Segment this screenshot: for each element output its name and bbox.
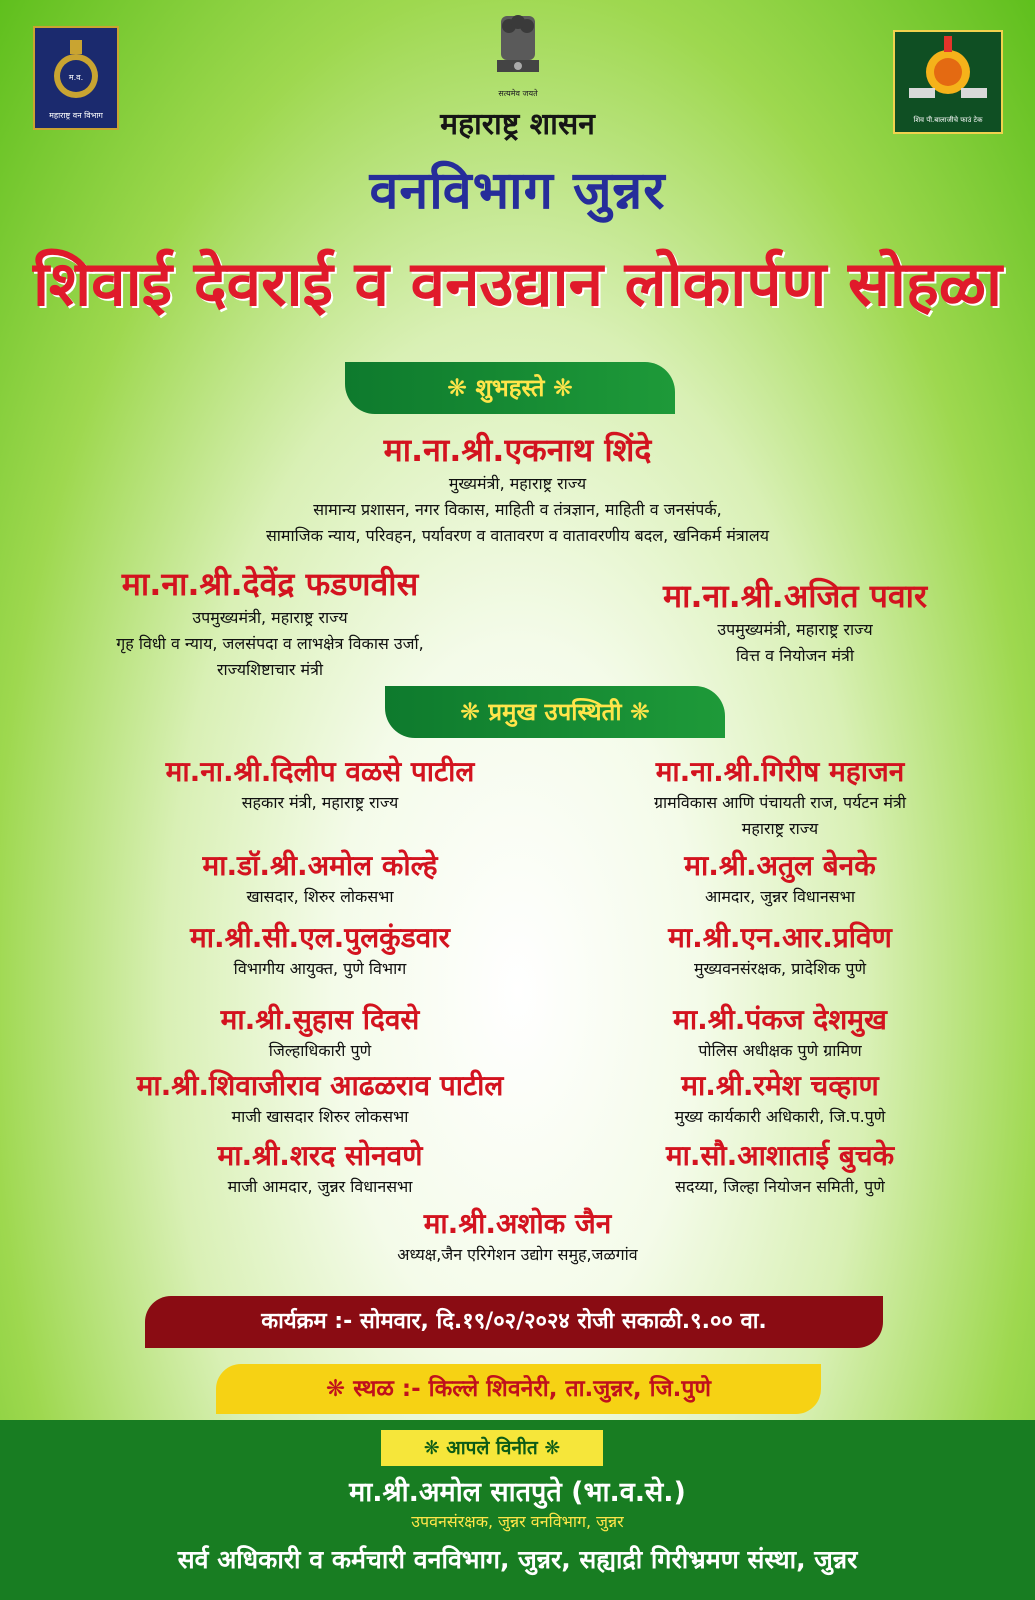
ashoka-lion-icon [487, 8, 549, 88]
guest-desc: माजी आमदार, जुन्नर विधानसभा [227, 1177, 413, 1196]
guest-desc: सहकार मंत्री, महाराष्ट्र राज्य [241, 793, 399, 812]
guest-name: मा.सौ.आशाताई बुचके [665, 1139, 895, 1172]
guest-item [100, 752, 540, 816]
guest-name: मा.श्री.शरद सोनवणे [217, 1139, 423, 1172]
deputy2-name: मा.ना.श्री.अजित पवार [662, 577, 928, 615]
guest-name: मा.श्री.अशोक जैन [423, 1207, 612, 1240]
deputy2-line1: उपमुख्यमंत्री, महाराष्ट्र राज्य [717, 620, 873, 639]
guest-name: मा.डॉ.श्री.अमोल कोल्हे [202, 849, 438, 882]
logo-mark: म.व. [68, 73, 84, 82]
guest-desc: सदय्या, जिल्हा नियोजन समिती, पुणे [675, 1177, 885, 1196]
guest-item [100, 846, 540, 910]
guest-desc: पोलिस अधीक्षक पुणे ग्रामिण [698, 1041, 862, 1060]
guest-desc: अध्यक्ष,जैन एरिगेशन उद्योग समुह,जळगांव [397, 1245, 638, 1264]
signatory-designation: उपवनसंरक्षक, जुन्नर वनविभाग, जुन्नर [411, 1512, 624, 1531]
guest-item [260, 1204, 775, 1268]
chief-guest-name: मा.ना.श्री.एकनाथ शिंदे [383, 431, 652, 469]
deputy1-line3: राज्यशिष्टाचार मंत्री [216, 660, 324, 679]
guest-desc: मुख्य कार्यकारी अधिकारी, जि.प.पुणे [674, 1107, 886, 1126]
guest-item [100, 918, 540, 982]
signatory-name: मा.श्री.अमोल सातपुते (भा.व.से.) [349, 1477, 686, 1508]
event-title: शिवाई देवराई व वनउद्यान लोकार्पण सोहळा [32, 247, 1003, 320]
guest-name: मा.ना.श्री.दिलीप वळसे पाटील [165, 755, 475, 788]
guest-name: मा.श्री.एन.आर.प्रविण [668, 921, 892, 954]
guest-desc: ग्रामविकास आणि पंचायती राज, पर्यटन मंत्री [654, 793, 906, 812]
national-emblem [487, 8, 549, 102]
guest-desc: आमदार, जुन्नर विधानसभा [704, 887, 855, 906]
guest-item [570, 1136, 990, 1200]
guest-desc: जिल्हाधिकारी पुणे [268, 1041, 372, 1060]
section-presence: ❋ प्रमुख उपस्थिती ❋ [385, 686, 725, 738]
guest-item [570, 1066, 990, 1130]
deputy2-line2: वित्त व नियोजन मंत्री [736, 646, 854, 665]
chief-guest-line2: सामान्य प्रशासन, नगर विकास, माहिती व तंत्रज्ञान, माहिती व जनसंपर्क, [313, 500, 722, 519]
vinit-label: ❋ आपले विनीत ❋ [381, 1430, 603, 1466]
deputy1-line1: उपमुख्यमंत्री, महाराष्ट्र राज्य [192, 608, 348, 627]
division-title: वनविभाग जुन्नर [369, 161, 666, 221]
guest-item [100, 1000, 540, 1064]
guest-name: मा.श्री.सी.एल.पुलकुंडवार [190, 921, 450, 954]
chief-guest-line3: सामाजिक न्याय, परिवहन, पर्यावरण व वातावरण व वातावरणीय बदल, खनिकर्म मंत्रालय [265, 526, 770, 545]
guest-item [570, 846, 990, 910]
guest-desc: खासदार, शिरुर लोकसभा [246, 887, 394, 906]
chief-guest-block [0, 428, 1035, 549]
guest-name: मा.श्री.सुहास दिवसे [220, 1003, 420, 1036]
guest-name: मा.ना.श्री.गिरीष महाजन [655, 755, 905, 788]
guest-item [100, 1136, 540, 1200]
guest-desc: माजी खासदार शिरुर लोकसभा [231, 1107, 409, 1126]
guest-name: मा.श्री.रमेश चव्हाण [681, 1069, 879, 1102]
venue-bar: ❋ स्थळ :- किल्ले शिवनेरी, ता.जुन्नर, जि.पुणे [216, 1364, 821, 1414]
guest-desc-2: महाराष्ट्र राज्य [741, 819, 819, 838]
staff-credit: सर्व अधिकारी व कर्मचारी वनविभाग, जुन्नर, सह्याद्री गिरीभ्रमण संस्था, जुन्नर [177, 1545, 858, 1574]
guest-item [80, 1066, 560, 1130]
guest-desc: मुख्यवनसंरक्षक, प्रादेशिक पुणे [693, 959, 867, 978]
guest-item [570, 1000, 990, 1064]
deputy1-name: मा.ना.श्री.देवेंद्र फडणवीस [121, 565, 419, 603]
guest-item [570, 918, 990, 982]
guest-name: मा.श्री.पंकज देशमुख [673, 1003, 887, 1036]
guest-item [570, 752, 990, 842]
program-time-bar: कार्यक्रम :- सोमवार, दि.१९/०२/२०२४ रोजी सकाळी.९.०० वा. [145, 1296, 883, 1348]
logo-right-caption: शिव पी.बालाजीचे फाउं टेक [913, 116, 983, 124]
government-title: महाराष्ट्र शासन [440, 107, 595, 142]
chief-guest-line1: मुख्यमंत्री, महाराष्ट्र राज्य [448, 474, 587, 493]
guest-name: मा.श्री.शिवाजीराव आढळराव पाटील [136, 1069, 504, 1102]
emblem-motto: सत्यमेव जयते [498, 89, 538, 98]
deputy1-block [20, 562, 520, 683]
deputy1-line2: गृह विधी व न्याय, जलसंपदा व लाभक्षेत्र विकास उर्जा, [116, 634, 424, 653]
section-shubhaste: ❋ शुभहस्ते ❋ [345, 362, 675, 414]
deputy2-block [585, 574, 1005, 669]
guest-desc: विभागीय आयुक्त, पुणे विभाग [233, 959, 407, 978]
logo-left-caption: महाराष्ट्र वन विभाग [49, 111, 103, 120]
guest-name: मा.श्री.अतुल बेनके [684, 849, 876, 882]
